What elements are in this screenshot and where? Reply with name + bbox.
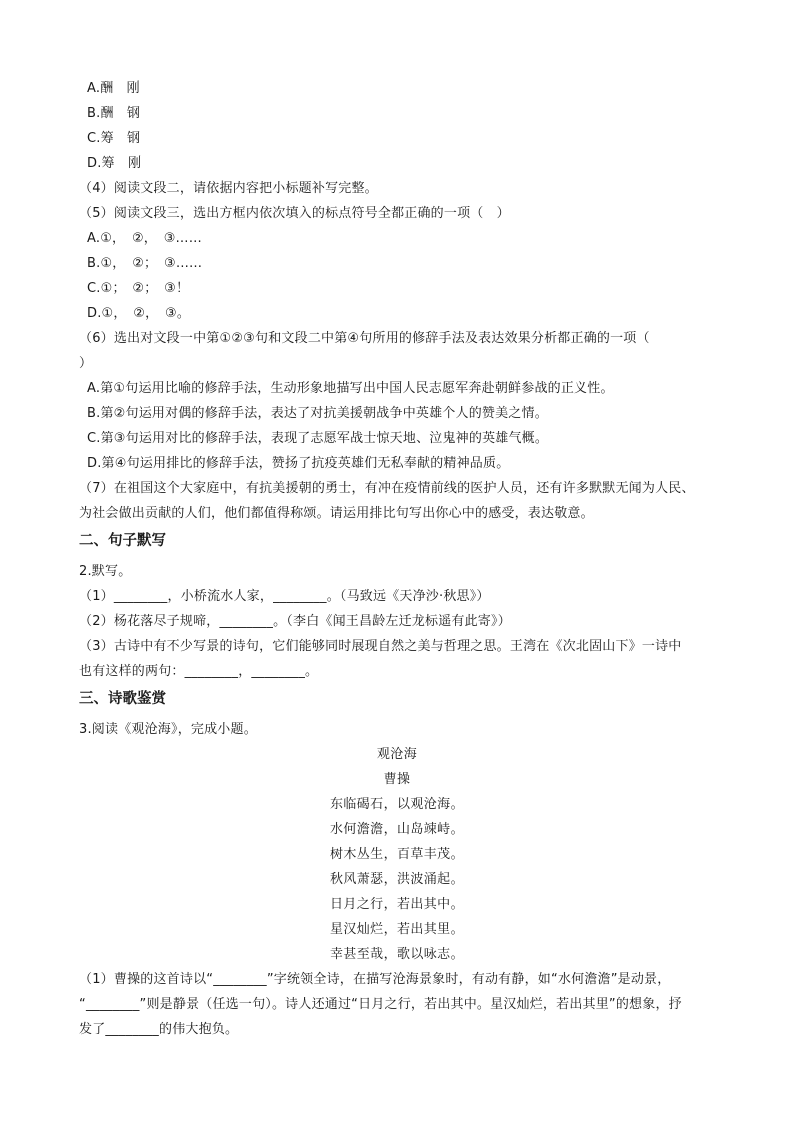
q5-option-a: A.①， ②， ③…… <box>87 231 202 246</box>
q6-option-b: B.第②句运用对偶的修辞手法，表达了对抗美援朝战争中英雄个人的赞美之情。 <box>87 406 548 421</box>
option-b: B.酬 钢 <box>87 106 141 121</box>
option-c: C.筹 钢 <box>87 131 141 146</box>
answer-blank[interactable]: ________ <box>85 997 140 1012</box>
section-3-title: 三、诗歌鉴赏 <box>79 691 166 707</box>
question-2-3-line2: 也有这样的两句：________，________。 <box>79 664 319 679</box>
answer-blank[interactable]: ________ <box>184 664 239 679</box>
q5-option-b: B.①， ②； ③…… <box>87 256 203 271</box>
answer-blank[interactable]: ________ <box>105 1022 160 1037</box>
question-3-1-line1: （1）曹操的这首诗以“________”字统领全诗，在描写沧海景象时，有动有静，如“水何澹澹”是动景， <box>79 972 671 987</box>
poem-line: 日月之行，若出其中。 <box>329 897 464 912</box>
poem-title: 观沧海 <box>376 747 418 762</box>
poem-line: 树木丛生，百草丰茂。 <box>329 847 464 862</box>
question-3-intro: 3.阅读《观沧海》，完成小题。 <box>79 722 257 737</box>
poem-line: 水何澹澹，山岛竦峙。 <box>329 822 464 837</box>
answer-blank[interactable]: ________ <box>273 589 327 604</box>
question-3-1-line2: “________”则是静景（任选一句）。诗人还通过“日月之行，若出其中。星汉灿烂，若出其里”的想象，抒 <box>79 997 682 1012</box>
q5-option-d: D.①， ②， ③。 <box>87 306 191 321</box>
answer-blank[interactable]: ________ <box>251 664 306 679</box>
question-6-line2: ） <box>79 356 93 371</box>
answer-blank[interactable]: ________ <box>213 972 267 987</box>
poem-line: 东临碣石，以观沧海。 <box>329 797 464 812</box>
question-3-1-line3: 发了________的伟大抱负。 <box>79 1022 239 1037</box>
q6-option-d: D.第④句运用排比的修辞手法，赞扬了抗疫英雄们无私奉献的精神品质。 <box>87 456 510 471</box>
answer-blank[interactable]: ________ <box>219 614 274 629</box>
q5-option-c: C.①； ②； ③！ <box>87 281 190 296</box>
poem-author: 曹操 <box>383 772 411 787</box>
question-4: （4）阅读文段二，请依据内容把小标题补写完整。 <box>79 181 378 196</box>
question-7-line1: （7）在祖国这个大家庭中，有抗美援朝的勇士，有冲在疫情前线的医护人员，还有许多默默无闻为人民、 <box>79 481 695 496</box>
option-a: A.酬 刚 <box>87 81 140 96</box>
poem-line: 秋风萧瑟，洪波涌起。 <box>329 872 464 887</box>
poem-line: 幸甚至哉，歌以咏志。 <box>329 947 464 962</box>
question-6-line1: （6）选出对文段一中第①②③句和文段二中第④句所用的修辞手法及表达效果分析都正确的一项（ <box>79 331 650 346</box>
option-d: D.筹 刚 <box>87 156 142 171</box>
poem-line: 星汉灿烂，若出其里。 <box>329 922 464 937</box>
answer-blank[interactable]: ________ <box>113 589 168 604</box>
q6-option-a: A.第①句运用比喻的修辞手法，生动形象地描写出中国人民志愿军奔赴朝鲜参战的正义性。 <box>87 381 614 396</box>
question-2-intro: 2.默写。 <box>79 564 132 579</box>
question-7-line2: 为社会做出贡献的人们，他们都值得称颂。请运用排比句写出你心中的感受，表达敬意。 <box>79 506 594 521</box>
question-5: （5）阅读文段三，选出方框内依次填入的标点符号全都正确的一项（ ） <box>79 206 510 221</box>
question-2-2: （2）杨花落尽子规啼，________。（李白《闻王昌龄左迁龙标遥有此寄》） <box>79 614 511 629</box>
question-2-1: （1）________，小桥流水人家，________。（马致远《天净沙·秋思》） <box>79 589 490 604</box>
q6-option-c: C.第③句运用对比的修辞手法，表现了志愿军战士惊天地、泣鬼神的英雄气概。 <box>87 431 549 446</box>
section-2-title: 二、句子默写 <box>79 533 166 549</box>
question-2-3-line1: （3）古诗中有不少写景的诗句，它们能够同时展现自然之美与哲理之思。王湾在《次北固山下》一诗中 <box>79 639 682 654</box>
